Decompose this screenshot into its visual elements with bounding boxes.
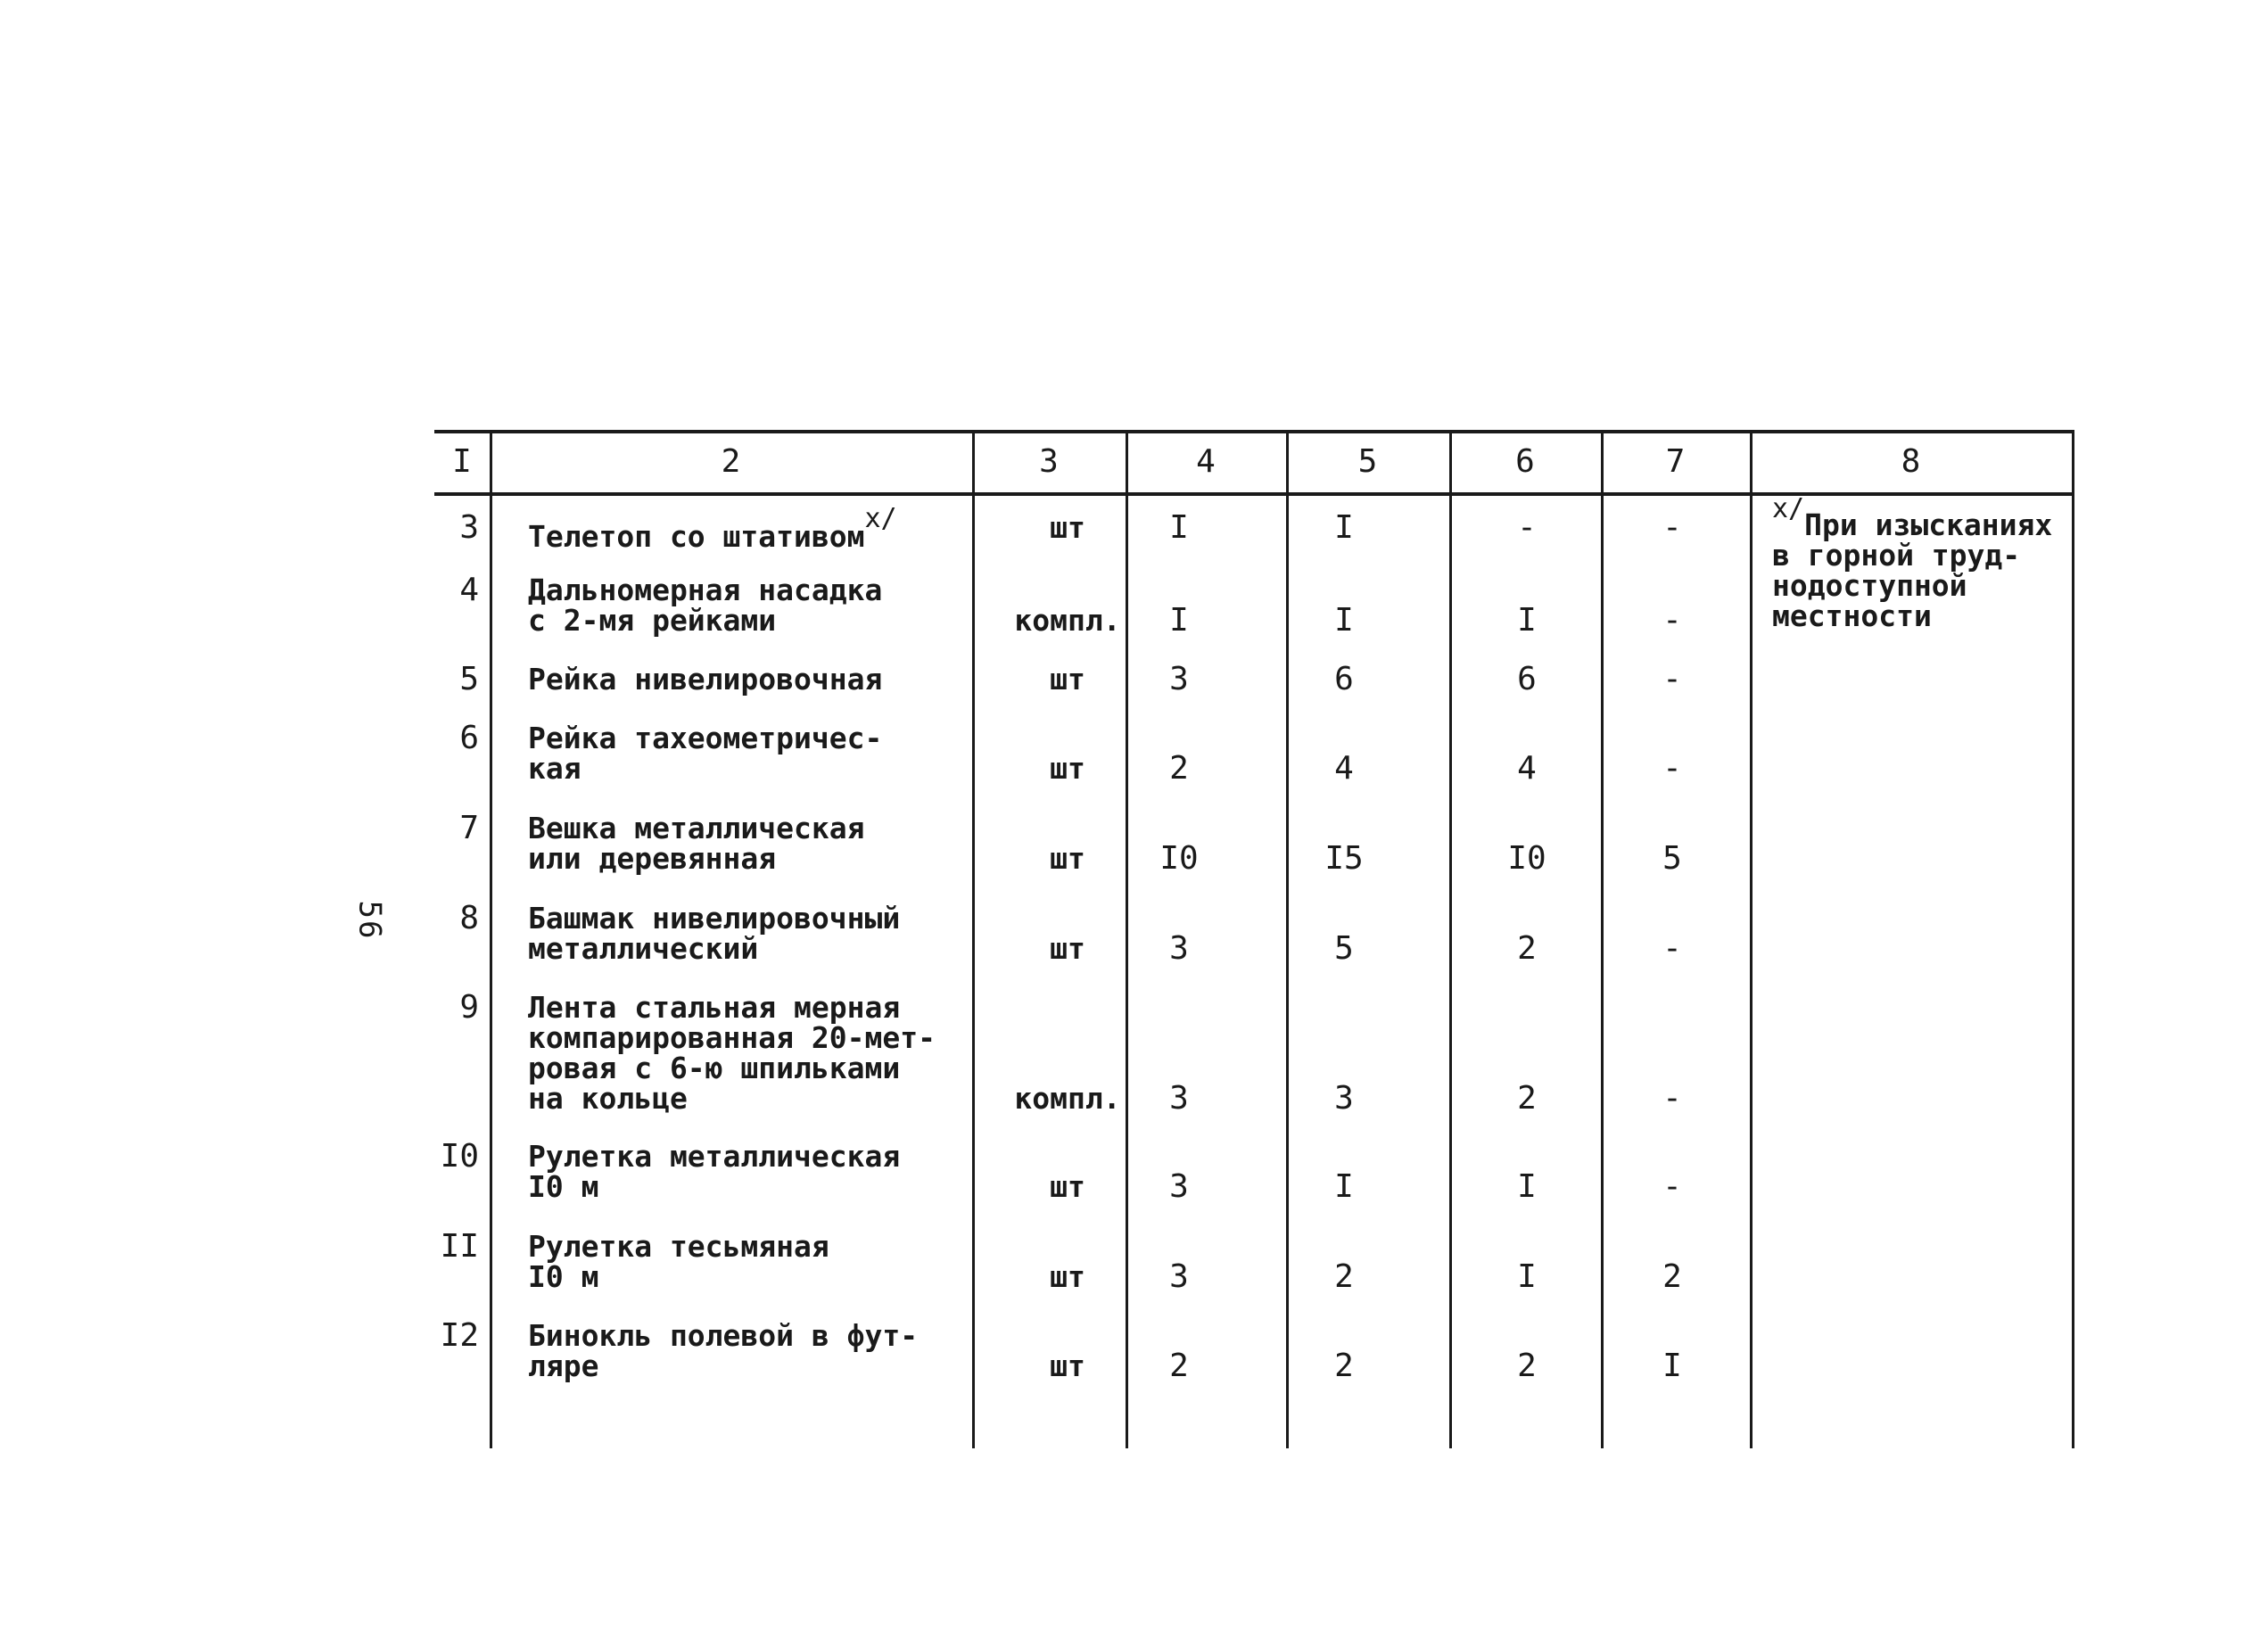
quantity-col-7: 5 [1662,840,1682,877]
quantity-col-5: 6 [1334,661,1354,697]
quantity-col-7: - [1662,1080,1682,1117]
unit-of-measure: компл. [1014,1081,1121,1116]
quantity-col-4: 3 [1169,1258,1189,1295]
column-divider [1286,430,1289,1448]
header-col-4: 4 [1196,442,1216,480]
footnote-reference-mark: x/ [864,503,897,534]
quantity-col-4: I0 [1159,840,1199,877]
item-name-text: Бинокль полевой в фут- ляре [528,1318,919,1383]
footnote-text: При изысканиях в горной труд- нодоступной местности [1772,507,2053,633]
item-name-text: Лента стальная мерная компарированная 20-мет- ровая с 6-ю шпильками на кольце [528,990,936,1116]
quantity-col-6: 2 [1517,930,1537,967]
quantity-col-5: I [1334,509,1354,546]
quantity-col-7: - [1662,930,1682,967]
row-number: 4 [459,572,479,608]
item-name [528,723,882,784]
unit-of-measure: шт [1050,510,1085,545]
quantity-col-5: 2 [1334,1258,1354,1295]
row-number: II [440,1228,479,1265]
quantity-col-7: - [1662,661,1682,697]
header-col-6: 6 [1515,442,1535,480]
item-name-text: Рейка нивелировочная [528,662,883,697]
quantity-col-6: I [1517,1258,1537,1295]
quantity-col-4: 2 [1169,1348,1189,1384]
unit-of-measure: шт [1050,751,1085,786]
header-col-2: 2 [721,442,741,480]
item-name [528,1229,829,1294]
quantity-col-4: 3 [1169,661,1189,697]
item-name-text: Башмак нивелировочный металлический [528,901,901,966]
quantity-col-6: - [1517,509,1537,546]
footnote-mark: x/ [1772,493,1805,524]
item-name [528,1318,919,1383]
item-name [528,813,865,874]
header-bottom-border [434,492,2074,496]
page-number: 56 [351,900,388,941]
row-number: I2 [440,1317,479,1354]
quantity-col-5: I [1334,602,1354,639]
row-number: 5 [459,661,479,697]
row-number: 6 [459,720,479,756]
item-name [528,1139,901,1204]
quantity-col-6: 6 [1517,661,1537,697]
header-col-3: 3 [1039,442,1059,480]
item-name-text: Рулетка металлическая I0 м [528,1139,901,1204]
item-name [528,903,900,964]
unit-of-measure: шт [1050,841,1085,876]
header-col-8: 8 [1901,442,1921,480]
unit-of-measure: шт [1050,1348,1085,1383]
row-number: 9 [459,989,479,1026]
item-name [528,575,882,636]
header-col-7: 7 [1665,442,1686,480]
item-name [528,990,936,1116]
quantity-col-4: I [1169,602,1189,639]
quantity-col-7: - [1662,1168,1682,1205]
column-divider [1449,430,1452,1448]
row-number: 8 [459,900,479,936]
column-divider [972,430,975,1448]
quantity-col-5: 4 [1334,750,1354,787]
unit-of-measure: шт [1050,662,1085,697]
item-name [528,503,897,554]
item-name-text: Вешка металлическая или деревянная [528,811,865,876]
table-right-border [2072,430,2074,1448]
row-number: I0 [440,1138,479,1175]
quantity-col-7: - [1662,509,1682,546]
quantity-col-7: - [1662,750,1682,787]
column-divider [1601,430,1604,1448]
item-name-text: Рейка тахеометричес- кая [528,721,883,786]
column-divider [1750,430,1753,1448]
quantity-col-7: - [1662,602,1682,639]
header-col-1: I [452,442,472,480]
unit-of-measure: компл. [1014,603,1121,638]
quantity-col-6: 2 [1517,1348,1537,1384]
unit-of-measure: шт [1050,931,1085,966]
header-col-5: 5 [1357,442,1378,480]
equipment-table [434,430,2074,1448]
column-divider [490,430,492,1448]
item-name-text: Дальномерная насадка с 2-мя рейками [528,573,883,638]
quantity-col-5: I5 [1324,840,1364,877]
quantity-col-5: I [1334,1168,1354,1205]
unit-of-measure: шт [1050,1259,1085,1294]
quantity-col-7: 2 [1662,1258,1682,1295]
unit-of-measure: шт [1050,1169,1085,1204]
quantity-col-6: I [1517,602,1537,639]
item-name-text: Телетоп со штативом [528,519,865,554]
quantity-col-4: 3 [1169,1080,1189,1117]
footnote-note [1772,493,2053,633]
row-number: 3 [459,509,479,546]
quantity-col-5: 2 [1334,1348,1354,1384]
quantity-col-4: I [1169,509,1189,546]
item-name [528,664,882,695]
item-name-text: Рулетка тесьмяная I0 м [528,1229,829,1294]
row-number: 7 [459,810,479,846]
quantity-col-6: 2 [1517,1080,1537,1117]
quantity-col-6: I [1517,1168,1537,1205]
quantity-col-4: 3 [1169,930,1189,967]
quantity-col-5: 5 [1334,930,1354,967]
quantity-col-4: 2 [1169,750,1189,787]
quantity-col-6: I0 [1507,840,1546,877]
quantity-col-4: 3 [1169,1168,1189,1205]
quantity-col-5: 3 [1334,1080,1354,1117]
quantity-col-6: 4 [1517,750,1537,787]
quantity-col-7: I [1662,1348,1682,1384]
